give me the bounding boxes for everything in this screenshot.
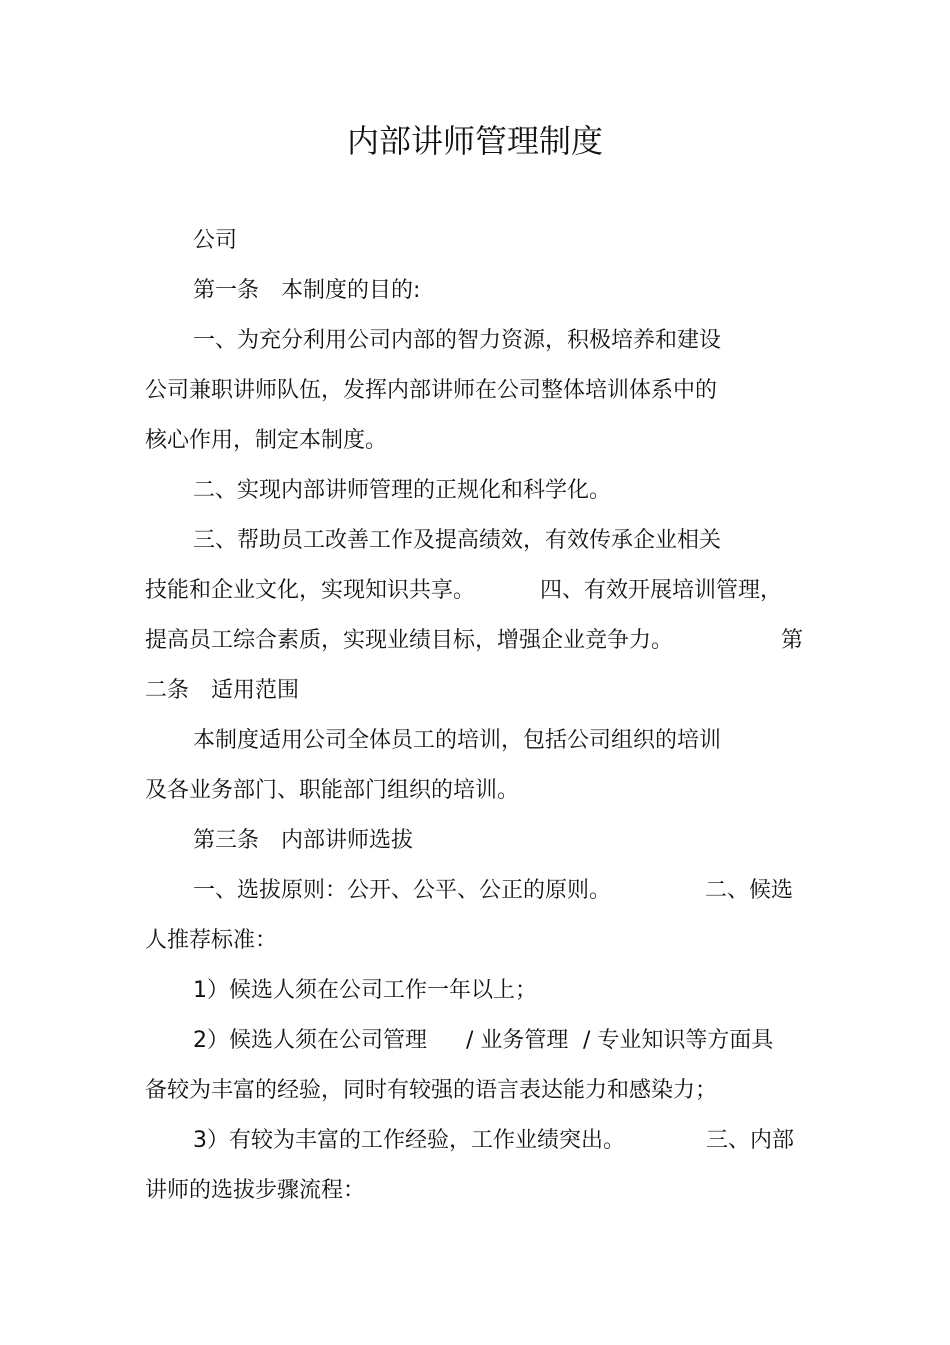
text-line: 技能和企业文化，实现知识共享。 [145,578,476,603]
text-line: 本制度适用公司全体员工的培训，包括公司组织的培训 [193,728,722,753]
list-item: / 专业知识等方面具 [583,1028,774,1053]
text-line: 一、选拔原则：公开、公平、公正的原则。 [193,878,612,903]
list-item: 2）候选人须在公司管理 [193,1028,427,1053]
text-line: 人推荐标准： [145,928,278,953]
text-line: 提高员工综合素质，实现业绩目标，增强企业竞争力。 [145,628,674,653]
text-line: 讲师的选拔步骤流程： [145,1178,366,1203]
document-title: 内部讲师管理制度 [346,122,603,160]
text-line: 四、有效开展培训管理， [540,578,783,603]
text-line: 二、候选 [705,878,794,903]
text-line: 三、内部 [706,1128,795,1153]
text-line: 核心作用，制定本制度。 [145,428,388,453]
article-heading: 第三条 内部讲师选拔 [193,828,414,853]
text-line: 二、实现内部讲师管理的正规化和科学化。 [193,478,612,503]
list-item: 3）有较为丰富的工作经验，工作业绩突出。 [193,1128,625,1153]
text-line: 三、帮助员工改善工作及提高绩效，有效传承企业相关 [193,528,722,553]
list-item: / 业务管理 [466,1028,569,1053]
text-line: 备较为丰富的经验，同时有较强的语言表达能力和感染力； [145,1078,718,1103]
article-heading: 二条 适用范围 [145,678,300,703]
text-line: 及各业务部门、职能部门组织的培训。 [145,778,520,803]
text-line: 公司兼职讲师队伍，发挥内部讲师在公司整体培训体系中的 [145,378,718,403]
text-line: 公司 [193,228,238,253]
text-line: 一、为充分利用公司内部的智力资源，积极培养和建设 [193,328,722,353]
article-heading: 第 [781,628,804,653]
article-heading: 第一条 本制度的目的: [193,278,421,303]
list-item: 1）候选人须在公司工作一年以上； [193,978,537,1003]
